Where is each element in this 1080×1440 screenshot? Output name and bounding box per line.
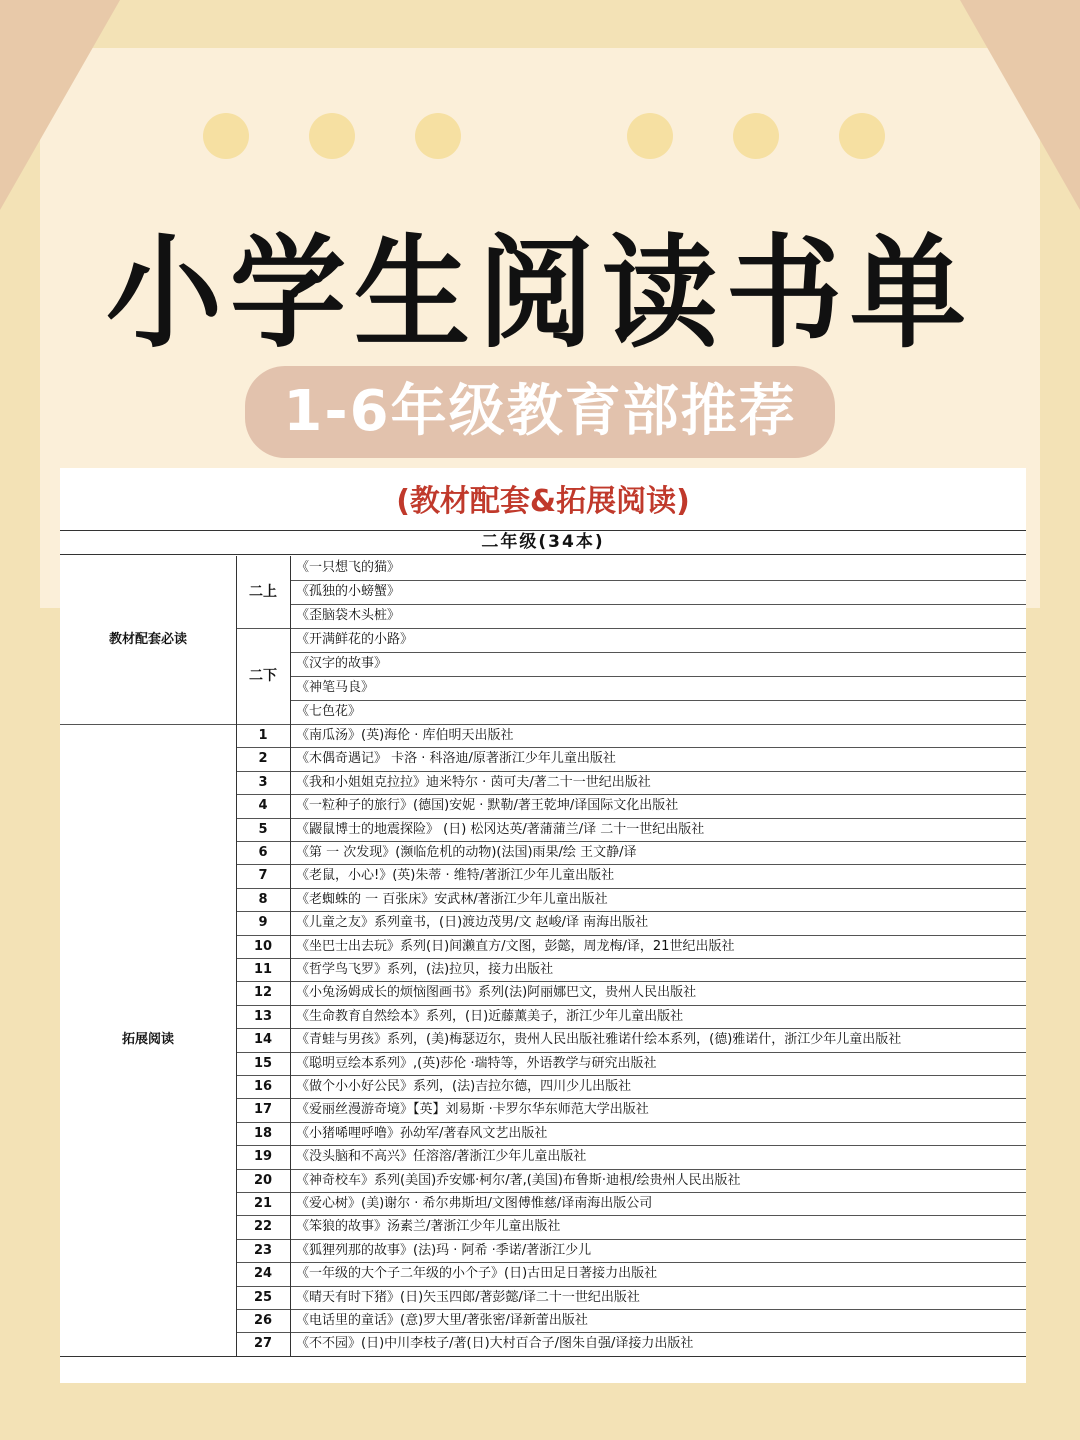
row-number: 4: [236, 794, 291, 817]
book-title: 《爱丽丝漫游奇境》【英】刘易斯 ·卡罗尔华东师范大学出版社: [296, 1102, 649, 1118]
row-number: 5: [236, 818, 291, 841]
corner-decoration-right: [960, 0, 1080, 210]
page-title: 小学生阅读书单: [106, 223, 974, 365]
book-title: 《笨狼的故事》汤素兰/著浙江少年儿童出版社: [296, 1219, 561, 1235]
reading-list-sheet: [60, 468, 1026, 1383]
book-title: 《没头脑和不高兴》任溶溶/著浙江少年儿童出版社: [296, 1149, 587, 1165]
book-title: 《歪脑袋木头桩》: [296, 608, 401, 623]
book-title: 《生命教育自然绘本》系列，(日)近藤薰美子，浙江少年儿童出版社: [296, 1008, 684, 1024]
grade-header: 二年级(34本): [481, 532, 605, 552]
row-number: 27: [236, 1332, 291, 1355]
row-number: 22: [236, 1215, 291, 1238]
row-number: 11: [236, 958, 291, 981]
book-title: 《开满鲜花的小路》: [296, 632, 414, 647]
row-number: 17: [236, 1098, 291, 1121]
row-number: 18: [236, 1122, 291, 1145]
book-title: 《坐巴士出去玩》系列(日)间濑直方/文图，彭懿，周龙梅/译，21世纪出版社: [296, 938, 735, 954]
semester-label: 二下: [236, 628, 291, 724]
book-title: 《木偶奇遇记》 卡洛 · 科洛迪/原著浙江少年儿童出版社: [296, 751, 616, 767]
book-title: 《电话里的童话》(意)罗大里/著张密/译新蕾出版社: [296, 1313, 588, 1328]
table-bottom-border: [60, 1356, 1026, 1357]
decor-dot: [627, 113, 673, 159]
row-number: 26: [236, 1309, 291, 1332]
divider: [60, 554, 1026, 555]
row-number: 24: [236, 1262, 291, 1285]
book-title: 《爱心树》(美)谢尔 · 希尔弗斯坦/文图傅惟慈/译南海出版公司: [296, 1196, 653, 1211]
book-title: 《聪明豆绘本系列》,(英)莎伦 ·瑞特等，外语教学与研究出版社: [296, 1055, 657, 1071]
row-number: 3: [236, 771, 291, 794]
row-number: 16: [236, 1075, 291, 1098]
book-title: 《鼹鼠博士的地震探险》 (日) 松冈达英/著蒲蒲兰/译 二十一世纪出版社: [296, 821, 705, 837]
row-number: 8: [236, 888, 291, 911]
decor-dot: [309, 113, 355, 159]
book-title: 《不不园》(日)中川李枝子/著(日)大村百合子/图朱自强/译接力出版社: [296, 1336, 694, 1352]
row-number: 23: [236, 1239, 291, 1262]
decor-dot: [839, 113, 885, 159]
book-title: 《老蜘蛛的 一 百张床》安武林/著浙江少年儿童出版社: [296, 891, 608, 907]
book-title: 《一年级的大个子二年级的小个子》(日)古田足日著接力出版社: [296, 1266, 658, 1282]
row-number: 6: [236, 841, 291, 864]
row-number: 19: [236, 1145, 291, 1168]
book-title: 《一粒种子的旅行》(德国)安妮 · 默勒/著王乾坤/译国际文化出版社: [296, 798, 679, 814]
book-title: 《神奇校车》系列(美国)乔安娜·柯尔/著,(美国)布鲁斯·迪根/绘贵州人民出版社: [296, 1172, 741, 1188]
book-title: 《我和小姐姐克拉拉》迪米特尔 · 茵可夫/著二十一世纪出版社: [296, 774, 651, 790]
corner-decoration-left: [0, 0, 120, 210]
book-title: 《晴天有时下猪》(日)矢玉四郎/著彭懿/译二十一世纪出版社: [296, 1289, 640, 1305]
subtitle-badge: 1-6年级教育部推荐: [245, 366, 835, 458]
row-number: 13: [236, 1005, 291, 1028]
row-number: 14: [236, 1028, 291, 1051]
sheet-heading: (教材配套&拓展阅读): [396, 484, 690, 519]
book-title: 《儿童之友》系列童书，(日)渡边茂男/文 赵峻/译 南海出版社: [296, 915, 649, 931]
row-number: 25: [236, 1286, 291, 1309]
decor-dot: [733, 113, 779, 159]
row-number: 2: [236, 747, 291, 770]
decor-dot: [203, 113, 249, 159]
book-title: 《第 一 次发现》(濒临危机的动物)(法国)雨果/绘 王文静/译: [296, 845, 637, 860]
book-title: 《神笔马良》: [296, 680, 375, 695]
book-title: 《南瓜汤》(英)海伦 · 库伯明天出版社: [296, 728, 514, 743]
row-number: 1: [236, 724, 291, 747]
book-title: 《孤独的小螃蟹》: [296, 584, 401, 599]
book-title: 《七色花》: [296, 704, 362, 719]
book-title: 《小猪唏哩呼噜》孙幼军/著春风文艺出版社: [296, 1125, 548, 1141]
book-title: 《小兔汤姆成长的烦恼图画书》系列(法)阿丽娜巴文，贵州人民出版社: [296, 985, 697, 1001]
decor-dot: [415, 113, 461, 159]
category-label-required: 教材配套必读: [60, 556, 237, 724]
book-title: 《狐狸列那的故事》(法)玛 · 阿希 ·季诺/著浙江少儿: [296, 1242, 592, 1258]
book-title: 《汉字的故事》: [296, 656, 388, 671]
book-title: 《青蛙与男孩》系列，(美)梅瑟迈尔，贵州人民出版社雅诺什绘本系列，(德)雅诺什，浙江少年儿童出版社: [296, 1032, 902, 1048]
row-number: 7: [236, 864, 291, 887]
book-title: 《哲学鸟飞罗》系列，(法)拉贝，接力出版社: [296, 962, 554, 977]
book-title: 《一只想飞的猫》: [296, 560, 401, 575]
semester-label: 二上: [236, 556, 291, 628]
category-label-extended: 拓展阅读: [60, 724, 237, 1356]
row-number: 10: [236, 935, 291, 958]
row-number: 9: [236, 911, 291, 934]
row-number: 15: [236, 1052, 291, 1075]
row-number: 12: [236, 981, 291, 1004]
book-title: 《做个小小好公民》系列，(法)吉拉尔德，四川少儿出版社: [296, 1079, 632, 1094]
row-number: 21: [236, 1192, 291, 1215]
book-title: 《老鼠，小心!》(英)朱蒂 · 维特/著浙江少年儿童出版社: [296, 868, 615, 884]
row-number: 20: [236, 1169, 291, 1192]
